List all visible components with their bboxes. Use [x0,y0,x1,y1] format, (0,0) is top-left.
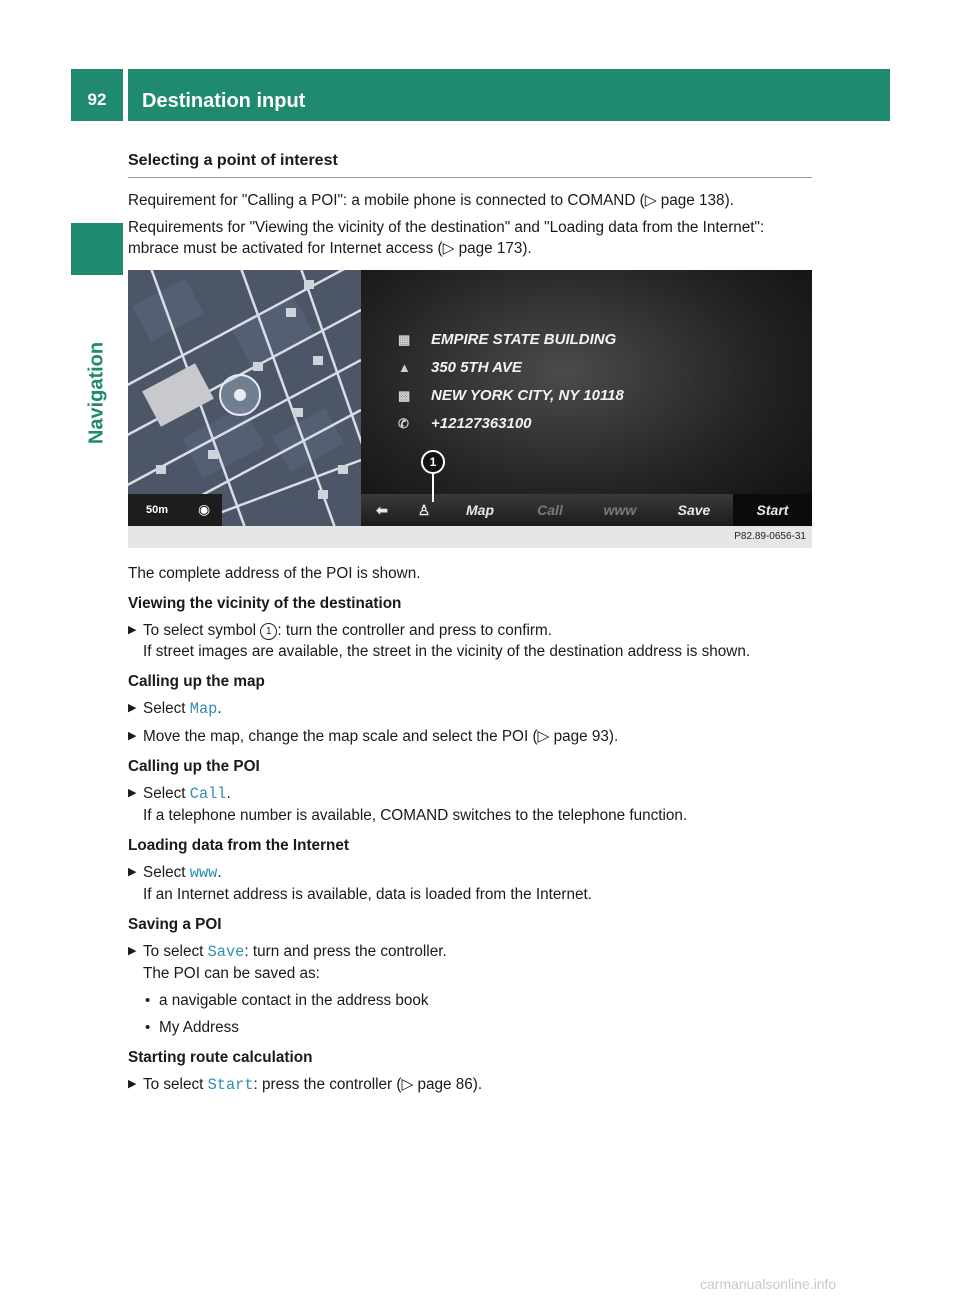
image-code-strip [128,526,812,548]
softkey-www: www [189,864,218,882]
step-vicinity: ▶ To select symbol 1 : turn the controller and press to confirm. If street images are available, the street in the vicinity of the destination address is shown. [128,620,812,662]
page-ref-link[interactable]: page 173 [458,240,523,257]
info-row-phone: ✆ +12127363100 [398,412,532,436]
softkey-save: Save [207,943,245,961]
side-tab-label: Navigation [85,341,108,445]
city-icon: ▩ [398,388,411,403]
result-www: If an Internet address is available, data is loaded from the Internet. [143,886,592,903]
step-call: ▶ Select Call. If a telephone number is available, COMAND switches to the telephone function. [128,783,812,826]
back-icon[interactable]: ⬅ [376,502,388,518]
page-ref-link[interactable]: page 86 [417,1076,473,1093]
heading-poi: Calling up the POI [128,758,260,775]
info-row-city: ▩ NEW YORK CITY, NY 10118 [398,384,624,408]
menu-save[interactable]: Save [677,502,711,518]
softkey-call: Call [189,785,227,803]
comand-screen-image [128,270,812,548]
save-option: • My Address [128,1017,812,1038]
location-icon: ▲ [398,360,411,375]
page-ref-arrow-icon: ▷ [401,1076,414,1093]
menu-map[interactable]: Map [466,502,494,518]
step-www: ▶ Select www. If an Internet address is available, data is loaded from the Internet. [128,862,812,905]
page-ref-arrow-icon: ▷ [644,192,657,209]
step-save: ▶ To select Save: turn and press the controller. The POI can be saved as: [128,941,812,984]
page-ref-link[interactable]: page 93 [553,728,609,745]
page-ref-arrow-icon: ▷ [442,240,455,257]
result-vicinity: If street images are available, the street in the vicinity of the destination address is shown. [143,643,751,660]
watermark: carmanualsonline.info [700,1276,837,1292]
save-option: • a navigable contact in the address book [128,990,812,1011]
image-code: P82.89-0656-31 [734,531,806,542]
requirement-internet: Requirements for "Viewing the vicinity of the destination" and "Loading data from the Internet": mbrace must be activated for Internet access (▷ page 173). [128,219,765,257]
heading-map: Calling up the map [128,673,265,690]
building-icon: ▦ [398,332,411,347]
page-content [128,150,812,1096]
step-start: ▶ To select Start: press the controller (▷ page 86). [128,1074,812,1096]
requirement-calling: Requirement for "Calling a POI": a mobile phone is connected to COMAND (▷ page 138). [128,192,734,209]
menu-start[interactable]: Start [733,494,812,526]
menu-www[interactable]: www [603,502,637,518]
street-view-icon[interactable]: ♙ [417,502,431,518]
heading-save: Saving a POI [128,916,222,933]
map-scale: 50m ◉ [128,494,222,526]
heading-route: Starting route calculation [128,1049,313,1066]
callout-line [432,474,434,502]
result-call: If a telephone number is available, COMAND switches to the telephone function. [143,807,688,824]
side-tab [71,283,123,503]
side-tab-marker [71,223,123,275]
step-map-move: ▶ Move the map, change the map scale and select the POI (▷ page 93). [128,726,812,747]
poi-details-panel [361,270,812,526]
map-view [128,270,361,526]
softkey-start: Start [207,1076,254,1094]
section-title: Destination input [142,90,306,112]
info-row-name: ▦ EMPIRE STATE BUILDING [398,328,616,352]
result-save: The POI can be saved as: [143,965,320,982]
compass-icon: ◉ [198,501,211,517]
poi-address-shown: The complete address of the POI is shown. [128,565,421,582]
heading-internet: Loading data from the Internet [128,837,349,854]
phone-icon: ✆ [398,416,409,431]
info-row-street: ▲ 350 5TH AVE [398,356,522,380]
page-ref-arrow-icon: ▷ [537,728,550,745]
symbol-one-icon: 1 [260,623,277,640]
page-ref-link[interactable]: page 138 [660,192,725,209]
heading-selecting-poi: Selecting a point of interest [128,150,812,178]
step-map-select: ▶ Select Map. [128,698,812,720]
header-divider [123,69,128,121]
menu-call[interactable]: Call [537,502,563,518]
screen-menu-bar [361,494,812,526]
softkey-map: Map [189,700,218,718]
heading-vicinity: Viewing the vicinity of the destination [128,595,402,612]
page-number: 92 [87,90,107,109]
callout-marker: 1 [421,450,445,474]
